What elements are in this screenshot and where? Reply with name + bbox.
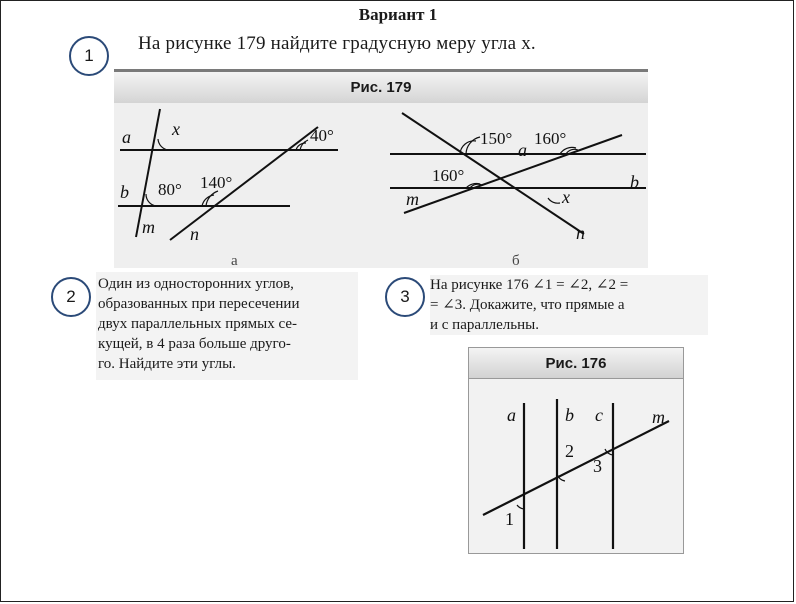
fig179a-label-b: b (120, 182, 129, 202)
task-1-text: На рисунке 179 найдите градусную меру угла x. (138, 33, 536, 54)
task-2-number: 2 (51, 277, 91, 317)
fig176-label-b: b (565, 405, 574, 425)
fig176-label-m: m (652, 407, 665, 427)
page-title: Вариант 1 (358, 5, 438, 24)
fig179-svg (114, 103, 648, 268)
fig179b-label-n: n (576, 223, 585, 243)
fig179a-caption: а (231, 253, 238, 268)
task-1-number: 1 (69, 36, 109, 76)
fig179-area (114, 103, 648, 268)
task-2-line: двух параллельных прямых се- (98, 316, 297, 332)
fig176-label-a: a (507, 405, 516, 425)
fig179b-label-a: a (518, 140, 527, 160)
fig179b-angle-160-left: 160° (432, 166, 465, 185)
task-2-line: Один из односторонних углов, (98, 276, 294, 292)
fig176-angle-2: 2 (565, 441, 574, 461)
fig179a-label-a: a (122, 127, 131, 147)
fig179a-angle-80: 80° (158, 180, 182, 199)
fig179b-angle-150: 150° (480, 129, 513, 148)
fig176-line-m (483, 421, 669, 515)
task-2-line: го. Найдите эти углы. (98, 356, 236, 372)
task-3-line: и c параллельны. (430, 317, 539, 333)
task-2-line: кущей, в 4 раза больше друго- (98, 336, 291, 352)
fig179a-angle-40: 40° (310, 126, 334, 145)
fig179b-angle-160-top: 160° (534, 129, 567, 148)
fig176-caption: Рис. 176 (469, 348, 683, 379)
task-2-line: образованных при пересечении (98, 296, 300, 312)
fig176-angle-1: 1 (505, 509, 514, 529)
fig179a-angle-140: 140° (200, 173, 233, 192)
fig179a-label-m: m (142, 217, 155, 237)
fig179b-caption: б (512, 253, 520, 268)
fig179a-label-n: n (190, 224, 199, 244)
fig176-angle-3: 3 (593, 456, 602, 476)
fig179b-label-m: m (406, 189, 419, 209)
task-3-number: 3 (385, 277, 425, 317)
fig179a-label-x: x (172, 119, 180, 139)
fig176-label-c: c (595, 405, 603, 425)
task-3-text (430, 275, 708, 335)
task-3-line: На рисунке 176 ∠1 = ∠2, ∠2 = (430, 277, 629, 293)
fig176-svg (469, 379, 683, 554)
task-3-line: = ∠3. Докажите, что прямые a (430, 297, 625, 313)
task-2-text (96, 272, 358, 380)
fig179b-label-b: b (630, 172, 639, 192)
fig176 (468, 347, 684, 554)
fig179b-label-x: x (562, 187, 570, 207)
fig179-caption: Рис. 179 (114, 69, 648, 103)
